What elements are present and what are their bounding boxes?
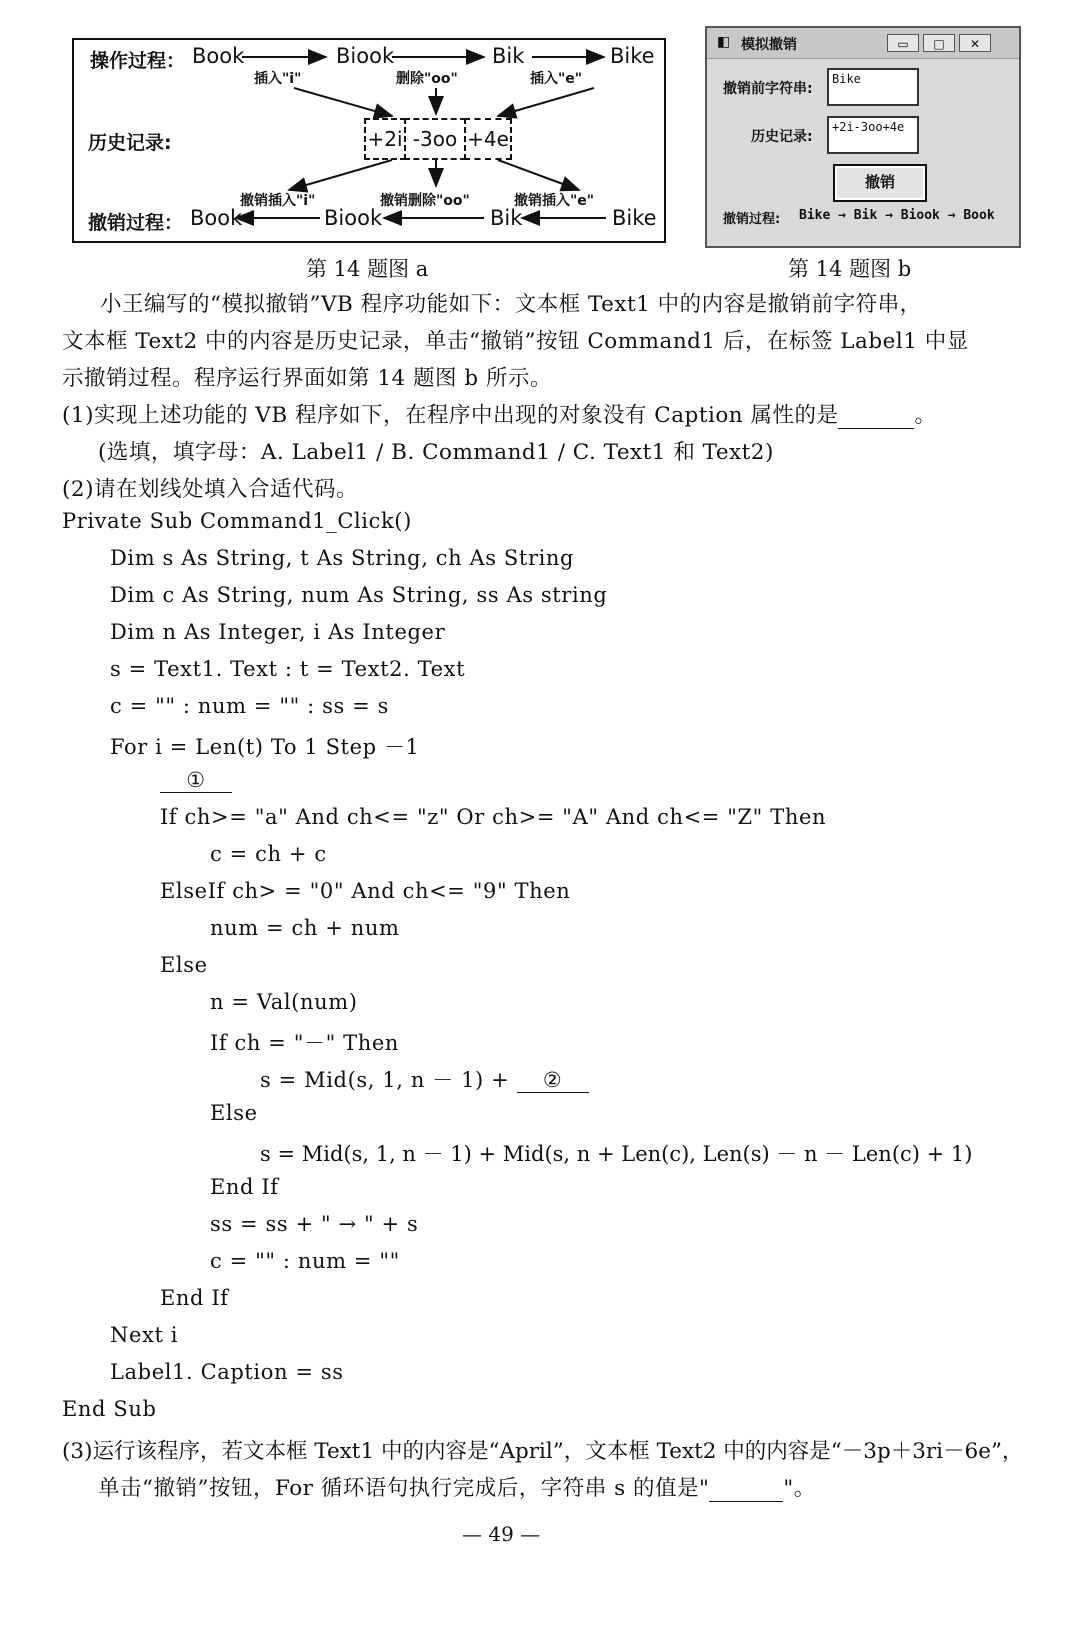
code-line: Dim c As String, num As String, ss As string: [110, 583, 608, 607]
question-1: [62, 398, 936, 429]
code-line: Private Sub Command1_Click(): [62, 509, 412, 533]
label-history: 历史记录:: [751, 129, 813, 145]
code-line: c = "" : num = "" : ss = s: [110, 694, 389, 718]
undo-note: 撤销插入"e": [514, 193, 595, 209]
undo-button[interactable]: 撤销: [833, 164, 927, 202]
history-row-label: 历史记录:: [88, 132, 172, 154]
question-3-end: "。: [783, 1476, 816, 1501]
code-line: c = "" : num = "": [210, 1249, 400, 1273]
code-line: c = ch + c: [210, 842, 327, 866]
op-row-label: 操作过程：: [90, 50, 186, 72]
op-word: Book: [192, 44, 245, 68]
question-2: (2)请在划线处填入合适代码。: [62, 477, 358, 502]
question-1-options: (选填，填字母：A. Label1 / B. Command1 / C. Text1 和 Text2): [98, 440, 774, 465]
op-word: Biook: [336, 44, 395, 68]
answer-blank-3[interactable]: [709, 1476, 783, 1502]
history-cell: -3oo: [404, 118, 466, 160]
vb-window: [705, 26, 1021, 248]
code-line: ss = ss + " → " + s: [210, 1212, 419, 1236]
code-line-text: s = Mid(s, 1, n － 1) +: [260, 1068, 517, 1092]
op-word: Bike: [610, 44, 655, 68]
op-note: 删除"oo": [396, 71, 458, 87]
intro-line-3: 示撤销过程。程序运行界面如第 14 题图 b 所示。: [62, 366, 552, 391]
undo-note: 撤销删除"oo": [380, 193, 470, 209]
undo-note: 撤销插入"i": [240, 193, 316, 209]
figure-a: [72, 38, 666, 243]
page-number: — 49 —: [462, 1522, 541, 1546]
app-icon: ◧: [717, 34, 731, 50]
code-line: Label1. Caption = ss: [110, 1360, 344, 1384]
history-cell: +2i: [364, 118, 406, 160]
code-line: For i = Len(t) To 1 Step －1: [110, 735, 420, 759]
code-line: Next i: [110, 1323, 179, 1347]
code-line: s = Text1. Text : t = Text2. Text: [110, 657, 466, 681]
code-line: If ch = "－" Then: [210, 1031, 400, 1055]
code-line: Else: [160, 953, 208, 977]
undo-word: Bike: [612, 206, 657, 230]
code-line: s = Mid(s, 1, n － 1) + Mid(s, n + Len(c), Len(s) － n － Len(c) + 1): [260, 1142, 973, 1166]
code-line: num = ch + num: [210, 916, 400, 940]
code-line: End If: [210, 1175, 279, 1199]
maximize-icon[interactable]: □: [923, 34, 955, 52]
caption-b: 第 14 题图 b: [788, 257, 912, 281]
question-1-end: 。: [914, 403, 937, 428]
question-1-text: (1)实现上述功能的 VB 程序如下，在程序中出现的对象没有 Caption 属性的是: [62, 403, 839, 428]
code-line: Dim n As Integer, i As Integer: [110, 620, 446, 644]
op-note: 插入"i": [254, 71, 302, 87]
text2-field[interactable]: +2i-3oo+4e: [827, 116, 919, 154]
text1-field[interactable]: Bike: [827, 68, 919, 106]
answer-blank-1[interactable]: [838, 403, 914, 429]
code-line: Else: [210, 1101, 258, 1125]
label1-process-value: Bike → Bik → Biook → Book: [799, 208, 995, 223]
code-line: ElseIf ch> = "0" And ch<= "9" Then: [160, 879, 571, 903]
op-note: 插入"e": [530, 71, 583, 87]
label-before: 撤销前字符串:: [723, 81, 813, 97]
code-line: Dim s As String, t As String, ch As String: [110, 546, 575, 570]
intro-line-1: 小王编写的“模拟撤销”VB 程序功能如下：文本框 Text1 中的内容是撤销前字符串，: [100, 292, 922, 317]
question-3-text: 单击“撤销”按钮，For 循环语句执行完成后，字符串 s 的值是": [98, 1476, 710, 1501]
code-line: End Sub: [62, 1397, 157, 1421]
intro-line-2: 文本框 Text2 中的内容是历史记录，单击“撤销”按钮 Command1 后，在标签 Label1 中显: [62, 329, 969, 354]
code-line: End If: [160, 1286, 229, 1310]
op-word: Bik: [492, 44, 525, 68]
undo-word: Bik: [490, 206, 523, 230]
undo-word: Book: [190, 206, 243, 230]
blank-2-marker[interactable]: ②: [517, 1068, 589, 1093]
close-icon[interactable]: ✕: [959, 34, 991, 52]
minimize-icon[interactable]: ▭: [887, 34, 919, 52]
caption-a: 第 14 题图 a: [306, 257, 429, 281]
code-line: [260, 1064, 589, 1094]
question-3-line-2: [98, 1471, 816, 1502]
code-line: If ch>= "a" And ch<= "z" Or ch>= "A" And ch<= "Z" Then: [160, 805, 827, 829]
window-title: 模拟撤销: [741, 37, 797, 53]
history-cell: +4e: [464, 118, 512, 160]
code-line: n = Val(num): [210, 990, 358, 1014]
blank-1-marker[interactable]: ①: [160, 768, 232, 793]
undo-row-label: 撤销过程：: [88, 212, 184, 234]
question-3-line-1: (3)运行该程序，若文本框 Text1 中的内容是“April”，文本框 Text2 中的内容是“－3p＋3ri－6e”，: [62, 1439, 1024, 1464]
undo-word: Biook: [324, 206, 383, 230]
title-bar: [707, 28, 1019, 59]
label-process: 撤销过程:: [723, 212, 781, 227]
